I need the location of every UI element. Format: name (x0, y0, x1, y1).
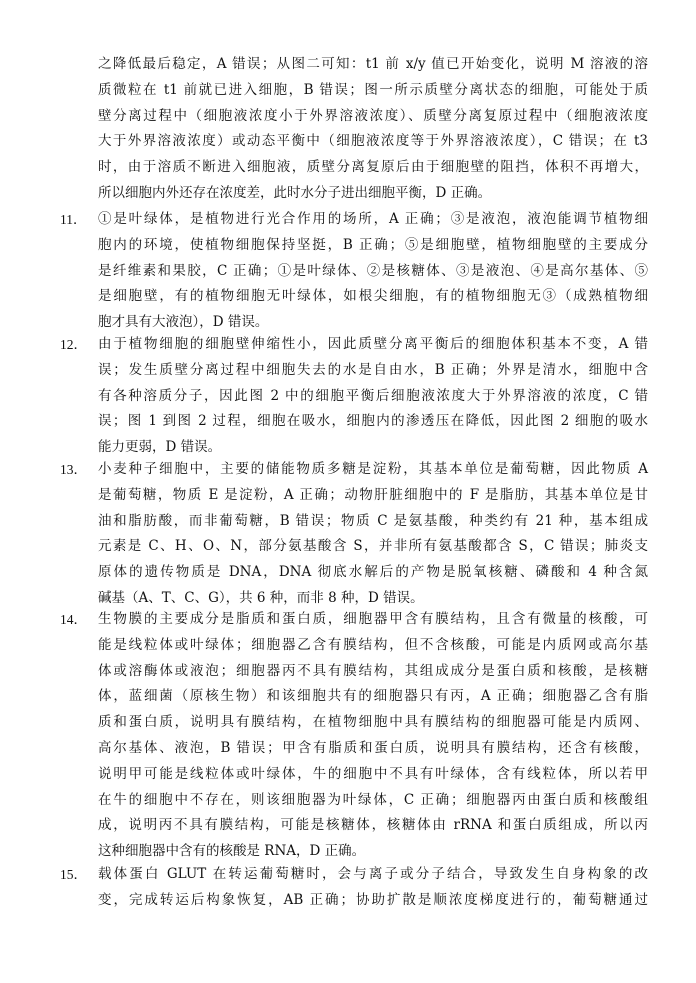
text-line: 成，说明丙不具有膜结构，可能是核糖体，核糖体由 rRNA 和蛋白质组成，所以丙 (98, 817, 648, 834)
text-line: 碱基（A、T、C、G），共 6 种，而非 8 种，D 错误。 (98, 589, 424, 606)
text-line: ①是叶绿体，是植物进行光合作用的场所，A 正确；③是液泡，液泡能调节植物细 (98, 211, 648, 227)
text-line: 是纤维素和果胶，C 正确；①是叶绿体、②是核糖体、③是液泡、④是高尔基体、⑤ (98, 262, 648, 279)
text-line: 能力更弱，D 错误。 (98, 439, 222, 456)
text-line: 胞内的环境，使植物细胞保持坚挺，B 正确；⑤是细胞壁，植物细胞壁的主要成分 (98, 236, 648, 253)
text-line: 时，由于溶质不断进入细胞液，质壁分离复原后由于细胞壁的阻挡，体积不再增大， (98, 159, 648, 176)
text-line: 质微粒在 t1 前就已进入细胞，B 错误；图一所示质壁分离状态的细胞，可能处于质 (98, 81, 648, 98)
text-line: 小麦种子细胞中，主要的储能物质多糖是淀粉，其基本单位是葡萄糖，因此物质 A (98, 461, 648, 477)
item-number: 14． (60, 612, 87, 627)
text-line: 误；发生质壁分离过程中细胞失去的水是自由水，B 正确；外界是清水，细胞中含 (98, 361, 648, 378)
text-line: 壁分离过程中（细胞液浓度小于外界溶液浓度）、质壁分离复原过程中（细胞液浓度 (98, 107, 648, 124)
text-line: 高尔基体、液泡，B 错误；甲含有脂质和蛋白质，说明具有膜结构，还含有核酸， (98, 739, 648, 756)
text-line: 说明甲可能是线粒体或叶绿体，牛的细胞中不具有叶绿体，含有线粒体，所以若甲 (98, 765, 648, 782)
continued-paragraph (98, 52, 648, 207)
text-line: 大于外界溶液浓度）或动态平衡中（细胞液浓度等于外界溶液浓度），C 错误；在 t3 (98, 133, 648, 150)
item-number: 15． (60, 867, 87, 882)
text-line: 质和蛋白质，说明具有膜结构，在植物细胞中具有膜结构的细胞器可能是内质网、 (98, 714, 648, 731)
text-line: 胞才具有大液泡），D 错误。 (98, 314, 269, 331)
text-line: 载体蛋白 GLUT 在转运葡萄糖时，会与离子或分子结合，导致发生自身构象的改 (98, 866, 648, 882)
text-line: 之降低最后稳定，A 错误；从图二可知：t1 前 x/y 值已开始变化，说明 M 溶液的溶 (98, 56, 648, 72)
text-line: 是细胞壁，有的植物细胞无叶绿体，如根尖细胞，有的植物细胞无③（成熟植物细 (98, 288, 648, 305)
text-line: 所以细胞内外还存在浓度差，此时水分子进出细胞平衡，D 正确。 (98, 184, 492, 201)
text-line: 是葡萄糖，物质 E 是淀粉，A 正确；动物肝脏细胞中的 F 是脂肪，其基本单位是甘 (98, 486, 648, 503)
text-line: 这种细胞器中含有的核酸是 RNA，D 正确。 (98, 843, 366, 860)
text-line: 体，蓝细菌（原核生物）和该细胞共有的细胞器只有丙，A 正确；细胞器乙含有脂 (98, 688, 648, 705)
text-line: 有各种溶质分子，因此图 2 中的细胞平衡后细胞液浓度大于外界溶液的浓度，C 错 (98, 387, 648, 404)
text-line: 油和脂肪酸，而非葡萄糖，B 错误；物质 C 是氨基酸，种类约有 21 种，基本组成 (98, 512, 648, 529)
text-line: 能是线粒体或叶绿体；细胞器乙含有膜结构，但不含核酸，可能是内质网或高尔基 (98, 636, 648, 653)
text-line: 生物膜的主要成分是脂质和蛋白质，细胞器甲含有膜结构，且含有微量的核酸，可 (98, 611, 648, 627)
item-number: 13． (60, 462, 87, 477)
item-number: 12． (60, 337, 87, 352)
text-line: 体或溶酶体或液泡；细胞器丙不具有膜结构，其组成成分是蛋白质和核酸，是核糖 (98, 662, 648, 679)
item-number: 11． (60, 212, 87, 227)
text-line: 变，完成转运后构象恢复，AB 正确；协助扩散是顺浓度梯度进行的，葡萄糖通过 (98, 891, 648, 908)
text-line: 原体的遗传物质是 DNA，DNA 彻底水解后的产物是脱氧核糖、磷酸和 4 种含氮 (98, 564, 648, 581)
text-line: 由于植物细胞的细胞壁伸缩性小，因此质壁分离平衡后的细胞体积基本不变，A 错 (98, 336, 648, 352)
text-line: 元素是 C、H、O、N，部分氨基酸含 S，并非所有氨基酸都含 S，C 错误；肺炎支 (98, 538, 648, 555)
text-line: 在牛的细胞中不存在，则该细胞器为叶绿体，C 正确；细胞器丙由蛋白质和核酸组 (98, 791, 648, 808)
text-line: 误；图 1 到图 2 过程，细胞在吸水，细胞内的渗透压在降低，因此图 2 细胞的吸水 (98, 413, 648, 430)
